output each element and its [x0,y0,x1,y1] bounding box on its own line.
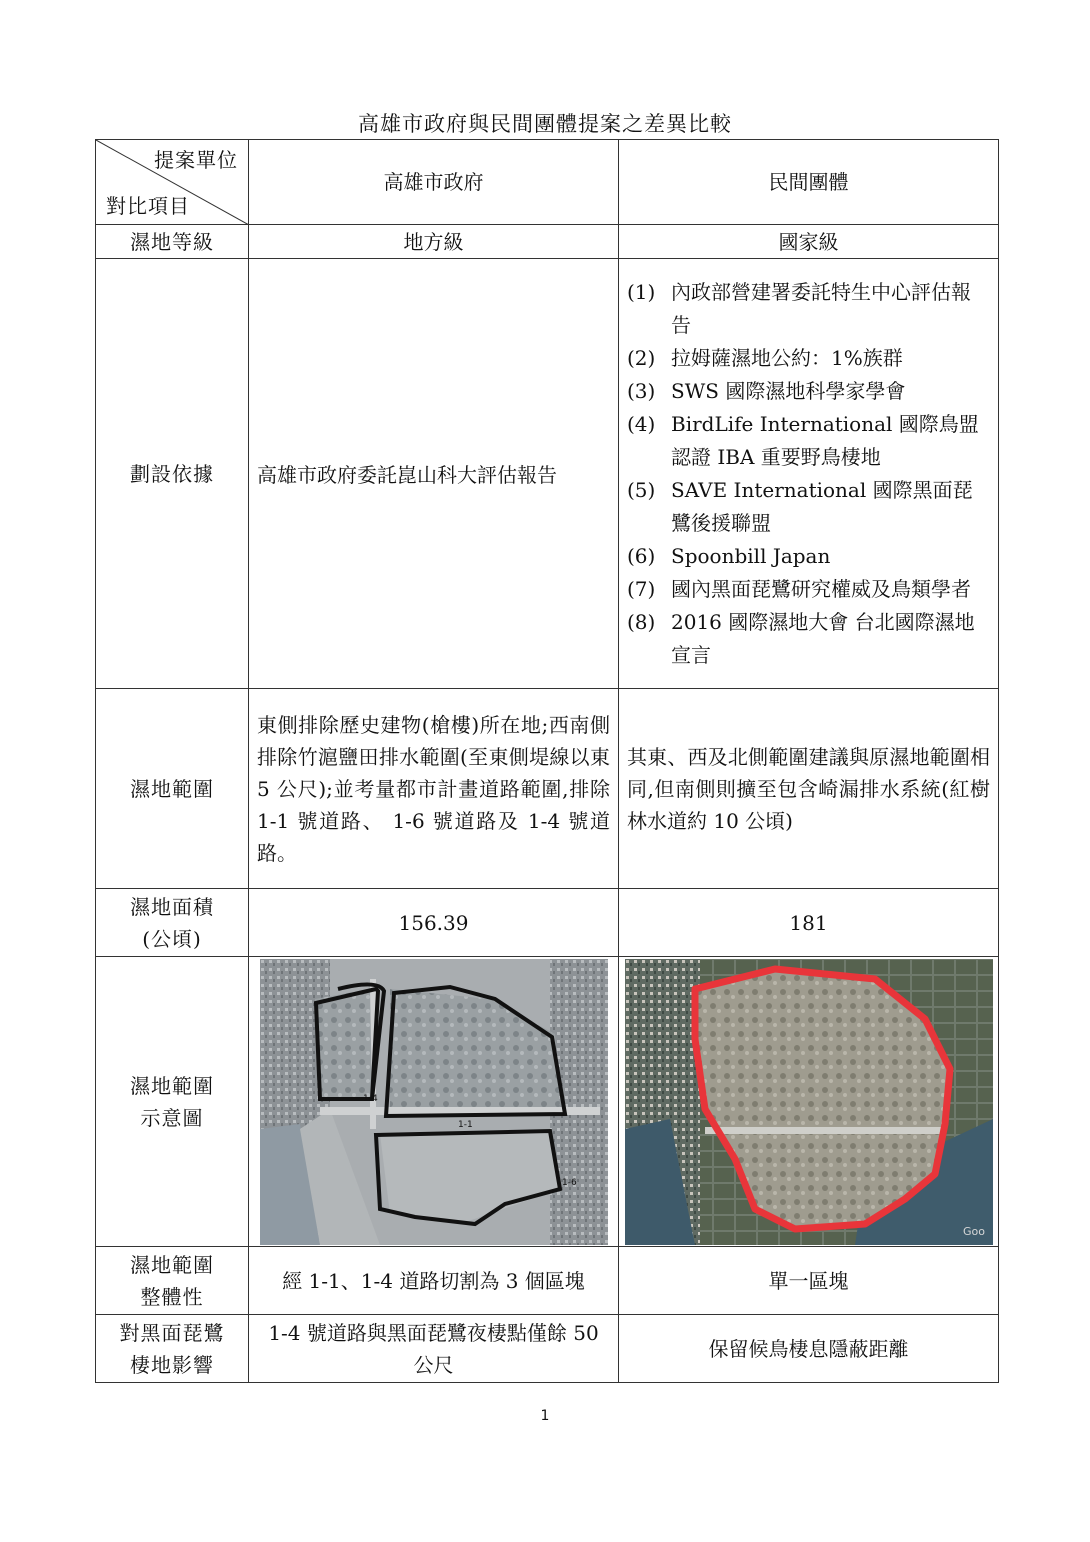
basis-item-number: (5) [627,477,656,502]
integrity-label-line1: 濕地範圍 [130,1252,214,1277]
row-map [96,957,999,1247]
basis-item-text: 2016 國際濕地大會 台北國際濕地宣言 [671,609,975,667]
basis-item [627,573,990,606]
row-label-grade: 濕地等級 [96,225,249,259]
integrity-civil: 單一區塊 [619,1247,999,1315]
map-civil [625,959,993,1245]
area-kaohsiung: 156.39 [249,889,619,957]
basis-item-text: BirdLife International 國際鳥盟認證 IBA 重要野鳥棲地 [671,411,979,469]
road-label-1-6: 1-6 [561,1177,577,1188]
header-row [96,140,999,225]
integrity-label-line2: 整體性 [140,1284,204,1309]
basis-list [627,272,990,676]
basis-item [627,540,990,573]
map-kaohsiung-cell [249,957,619,1247]
basis-item-text: Spoonbill Japan [671,543,831,568]
map-label-line2: 示意圖 [140,1105,204,1130]
basis-item-text: 拉姆薩濕地公約：1%族群 [671,345,903,370]
row-label-basis: 劃設依據 [96,259,249,689]
map-label-line1: 濕地範圍 [130,1073,214,1098]
basis-item-number: (2) [627,345,656,370]
grade-civil: 國家級 [619,225,999,259]
impact-label-line2: 棲地影響 [130,1352,214,1377]
basis-item-text: SWS 國際濕地科學家學會 [671,378,906,403]
row-label-integrity [96,1247,249,1315]
map-civil-cell [619,957,999,1247]
basis-item [627,375,990,408]
basis-item-number: (8) [627,609,656,634]
diagonal-header-cell [96,140,249,225]
row-scope [96,689,999,889]
grade-kaohsiung: 地方級 [249,225,619,259]
basis-item-number: (6) [627,543,656,568]
integrity-kaohsiung: 經 1-1、1-4 道路切割為 3 個區塊 [249,1247,619,1315]
basis-item-text: 內政部營建署委託特生中心評估報告 [671,279,971,337]
impact-kaohsiung: 1-4 號道路與黑面琵鷺夜棲點僅餘 50 公尺 [249,1315,619,1383]
basis-item [627,342,990,375]
row-impact [96,1315,999,1383]
impact-label-line1: 對黑面琵鷺 [119,1320,225,1345]
basis-item [627,276,990,342]
basis-item-number: (4) [627,411,656,436]
row-basis [96,259,999,689]
row-label-impact [96,1315,249,1383]
map-watermark: Goo [962,1224,985,1238]
scope-civil: 其東、西及北側範圍建議與原濕地範圍相同,但南側則擴至包含崎漏排水系統(紅樹林水道約 10 公頃) [619,689,999,889]
row-label-area [96,889,249,957]
basis-item-number: (3) [627,378,656,403]
row-area [96,889,999,957]
scope-kaohsiung: 東側排除歷史建物(槍樓)所在地;西南側排除竹滬鹽田排水範圍(至東側堤線以東 5 公尺);並考量都市計畫道路範圍,排除 1-1 號道路、 1-6 號道路及 1-4 號道路。 [249,689,619,889]
area-label-line1: 濕地面積 [130,894,214,919]
area-label-line2: (公頃) [142,926,202,951]
road-label-1-4: 1-4 [362,1093,378,1104]
impact-civil: 保留候鳥棲息隱蔽距離 [619,1315,999,1383]
comparison-item-label: 對比項目 [106,194,190,218]
row-label-map [96,957,249,1247]
comparison-table [95,139,999,1383]
col-header-kaohsiung: 高雄市政府 [249,140,619,225]
proposal-unit-label: 提案單位 [154,148,238,172]
basis-item-number: (1) [627,279,656,304]
area-civil: 181 [619,889,999,957]
page-number: 1 [540,1408,550,1424]
document-title: 高雄市政府與民間團體提案之差異比較 [358,112,732,136]
row-integrity [96,1247,999,1315]
row-grade [96,225,999,259]
basis-kaohsiung: 高雄市政府委託崑山科大評估報告 [249,259,619,689]
row-label-scope: 濕地範圍 [96,689,249,889]
map-kaohsiung [260,959,608,1245]
basis-item [627,474,990,540]
road-label-1-1: 1-1 [457,1119,473,1130]
basis-item-number: (7) [627,576,656,601]
basis-civil [619,259,999,689]
basis-item-text: SAVE International 國際黑面琵鷺後援聯盟 [671,477,973,535]
col-header-civil-groups: 民間團體 [619,140,999,225]
basis-item [627,408,990,474]
basis-item [627,606,990,672]
basis-item-text: 國內黑面琵鷺研究權威及鳥類學者 [671,576,971,601]
